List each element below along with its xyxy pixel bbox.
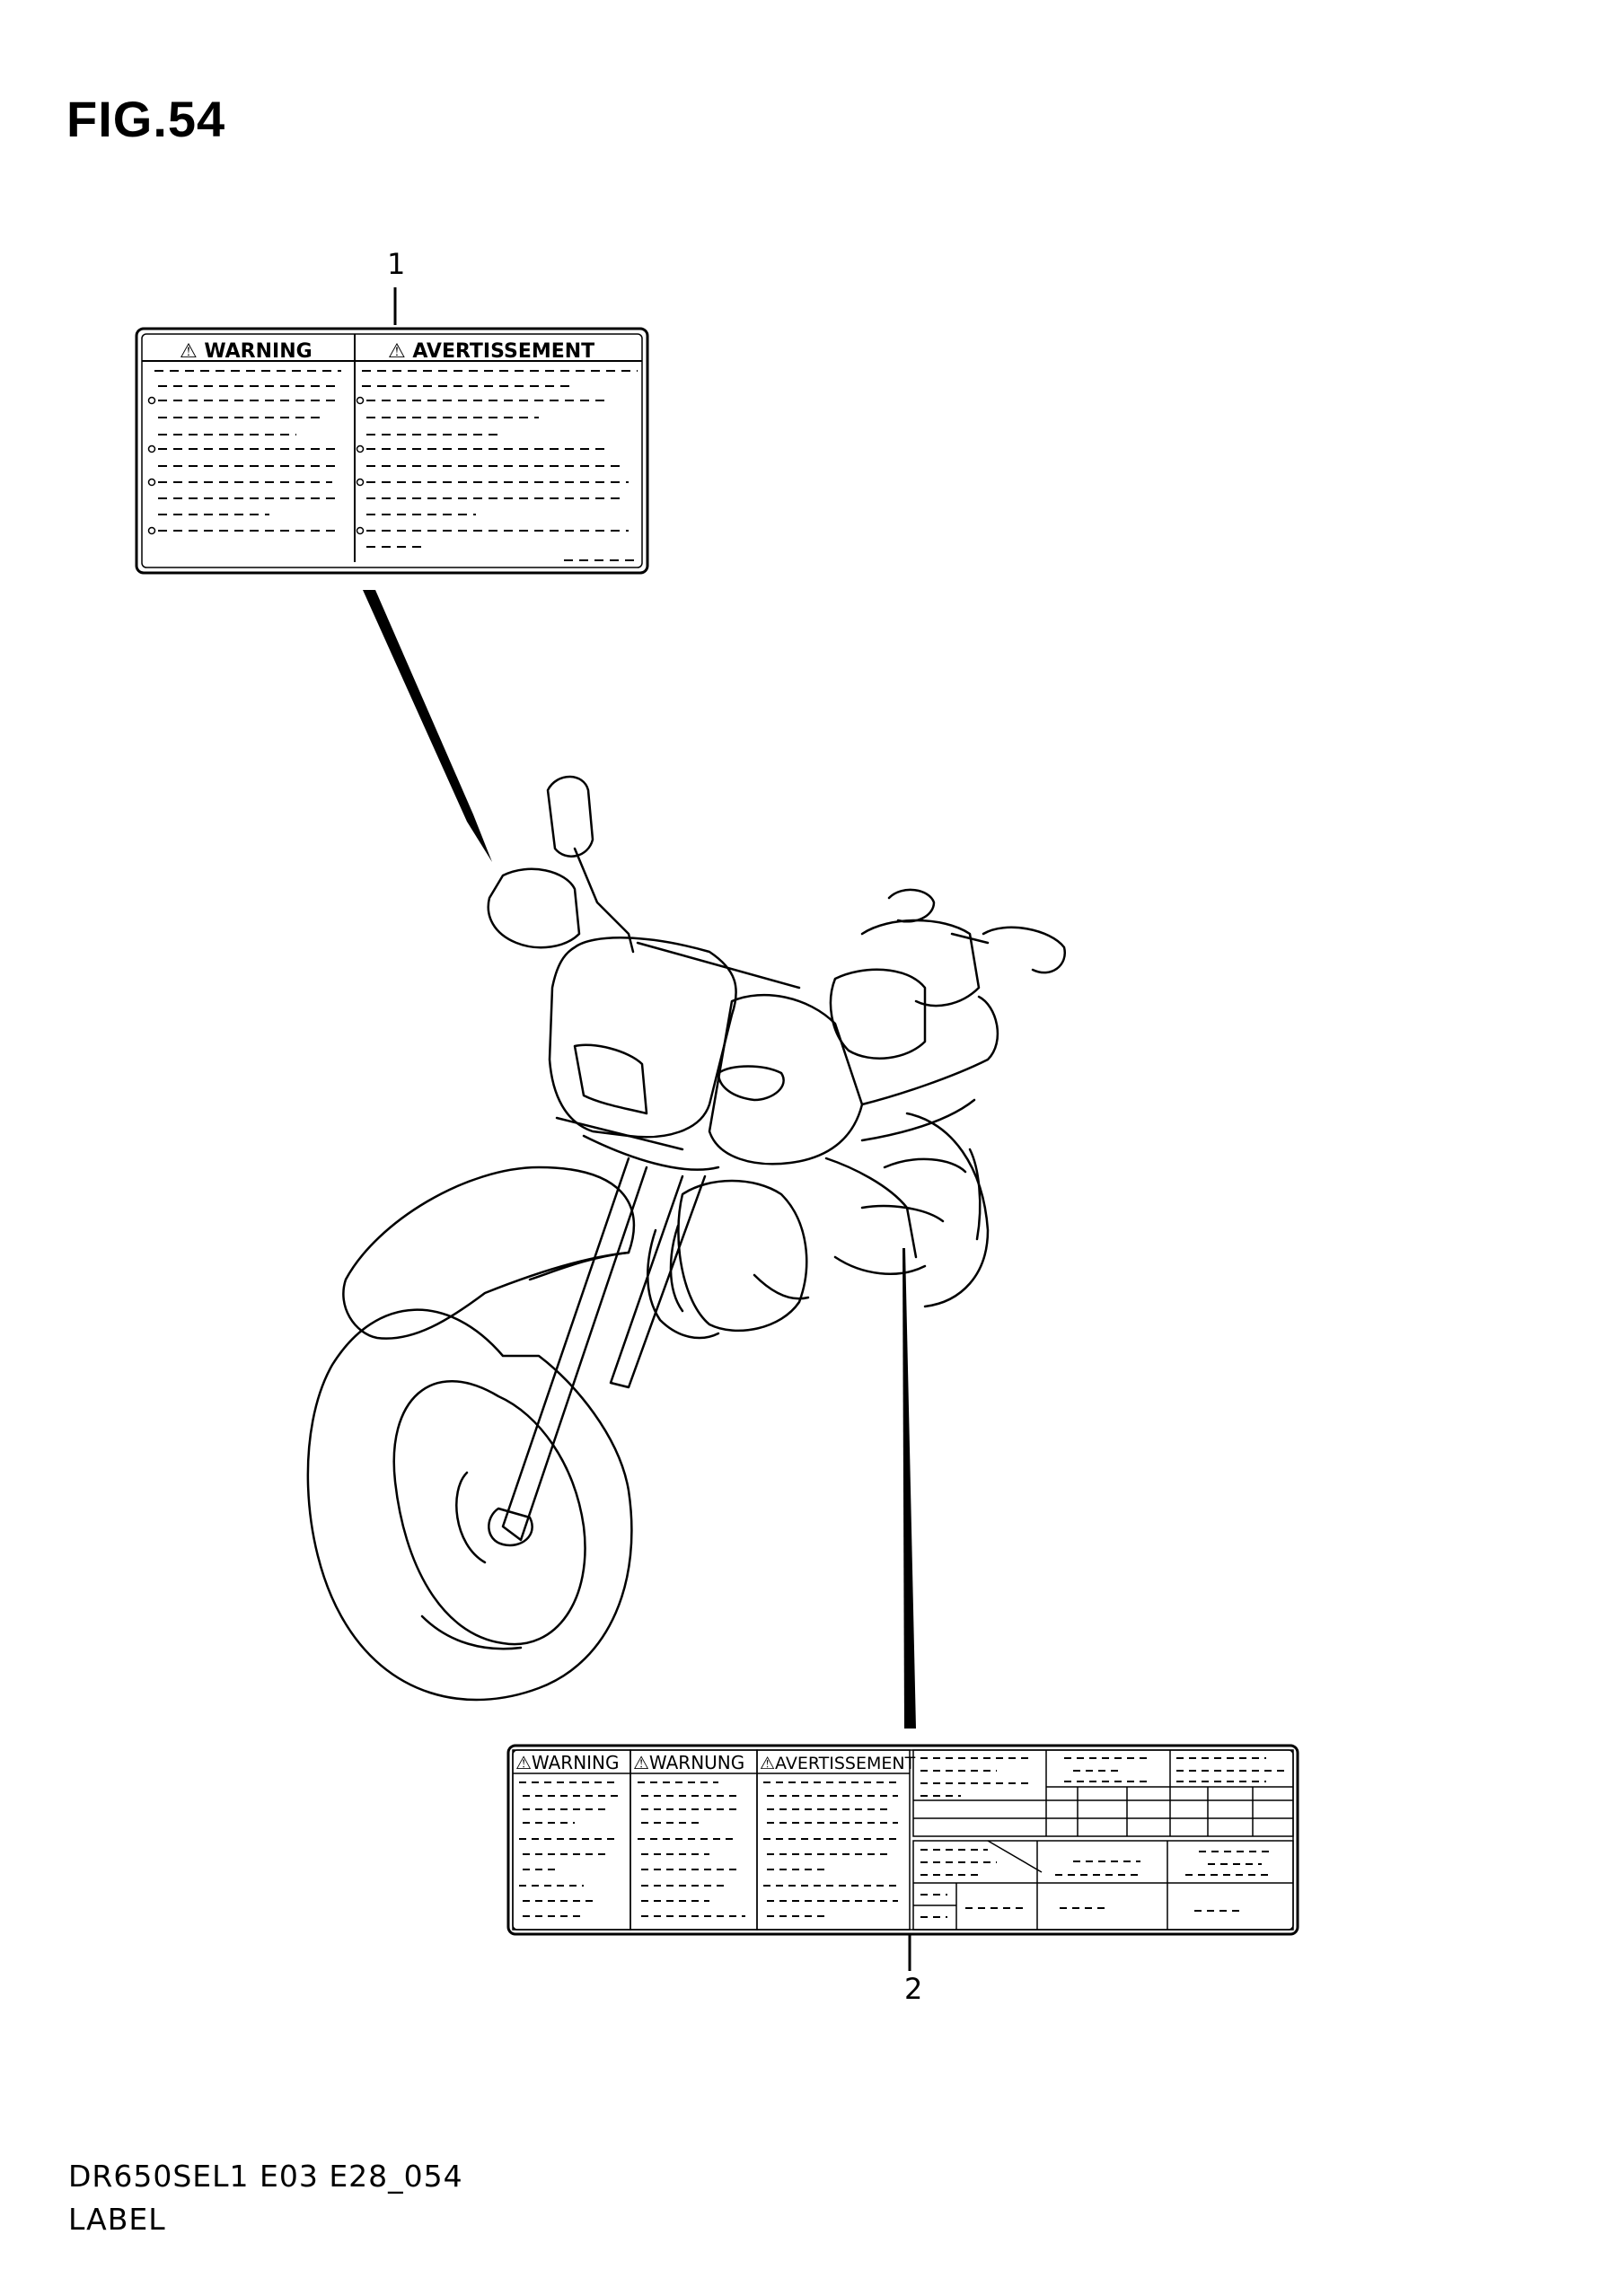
label2-header-warnung: ⚠WARNUNG — [633, 1752, 745, 1773]
figure-title: FIG.54 — [66, 91, 226, 147]
pointer-arrow-2 — [902, 1248, 916, 1729]
warning-label-1 — [136, 329, 647, 573]
label1-right-header: ⚠ AVERTISSEMENT — [388, 340, 595, 363]
label1-left-header: ⚠ WARNING — [180, 340, 313, 363]
pointer-arrow-1 — [363, 590, 492, 862]
label2-header-avertissement: ⚠AVERTISSEMENT — [760, 1754, 916, 1773]
label2-header-warning: ⚠WARNING — [515, 1752, 620, 1773]
warning-label-2 — [508, 1746, 1298, 1934]
figure-caption: LABEL — [68, 2202, 166, 2237]
callout-number-1: 1 — [387, 247, 406, 281]
figure-code: DR650SEL1 E03 E28_054 — [68, 2159, 463, 2194]
motorcycle-illustration — [308, 777, 1065, 1700]
callout-number-2: 2 — [904, 1972, 923, 2006]
